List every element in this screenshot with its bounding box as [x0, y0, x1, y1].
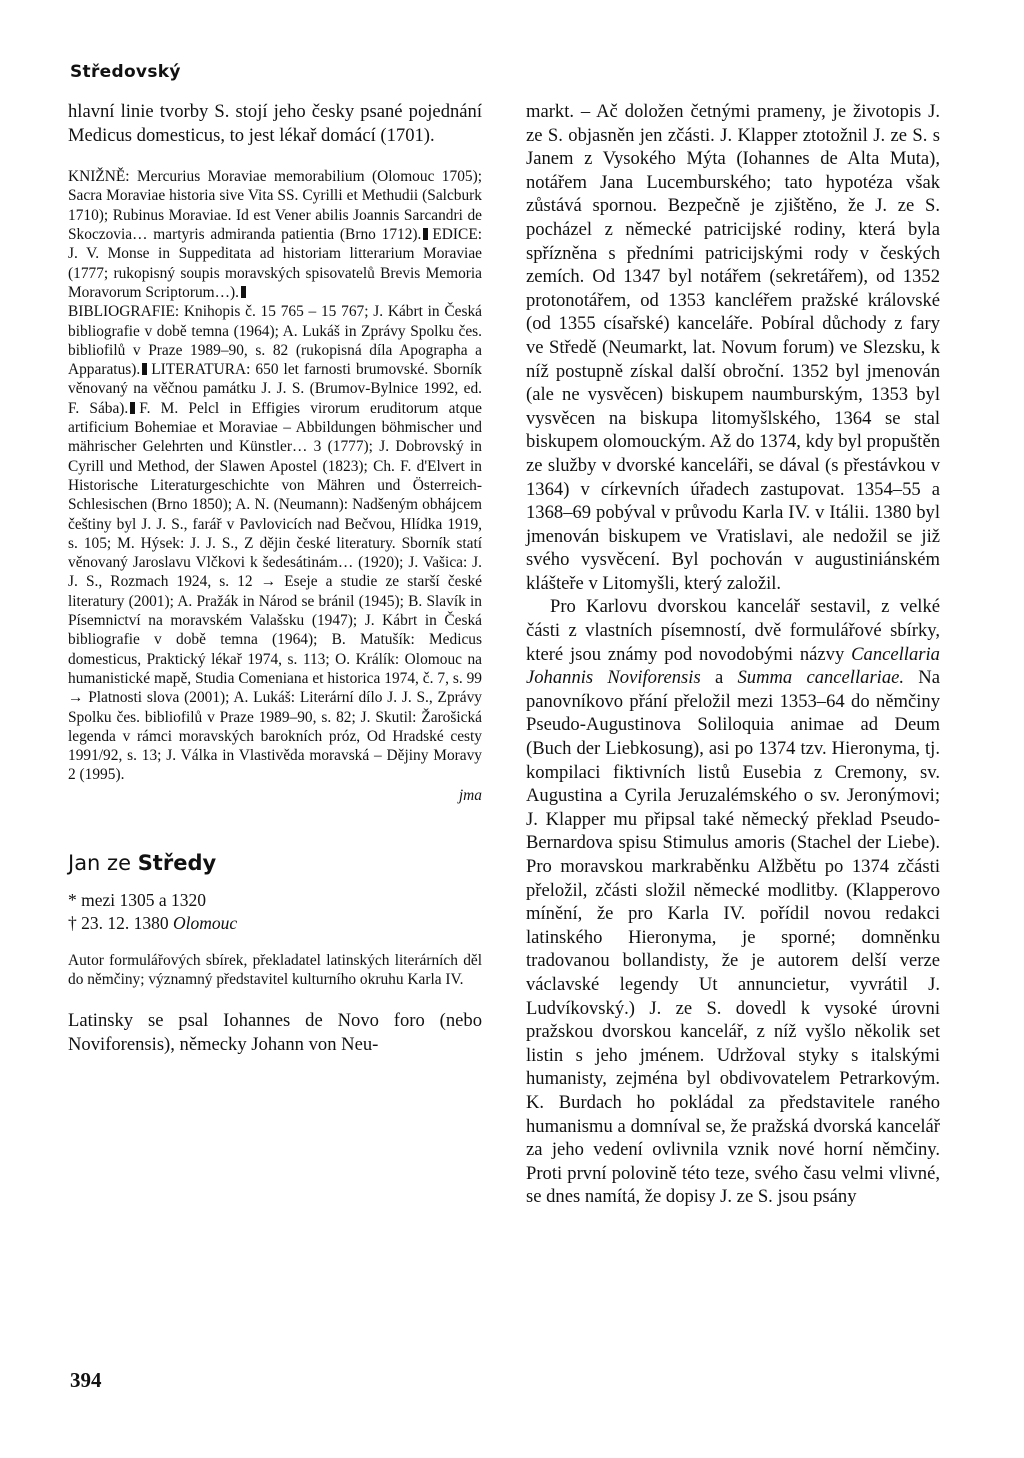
birth-date: * mezi 1305 a 1320	[68, 889, 207, 910]
entry-surname: Středy	[137, 850, 217, 875]
death-place: Olomouc	[173, 912, 238, 933]
bibliography-block	[68, 167, 482, 785]
entry-abstract: Autor formulářových sbírek, překladatel latinských literárních děl do němčiny; významný představitel kulturního okruhu Karla IV.	[68, 951, 482, 988]
section-separator-square	[241, 286, 246, 298]
right-column	[526, 100, 940, 1209]
author-signature: jma	[458, 786, 482, 804]
page-number: 394	[70, 1368, 102, 1392]
section-separator-square	[130, 402, 135, 414]
literatura-section: LITERATURA: 650 let farnosti brumovské. Sborník věnovaný na věčnou památku J. J. S. (Brumov-Bylnice 1992, ed. F. Sába).	[68, 361, 482, 417]
edice-section: EDICE: J. V. Monse in Suppeditata ad historiam litterarium Moraviae (1777; rukopisný soupis moravských spisovatelů Brevis Memoria Moravorum Scriptorum…).	[68, 226, 482, 301]
intro-paragraph: hlavní linie tvorby S. stojí jeho česky psané pojednání Medicus domesticus, to jest lékař domácí (1701).	[68, 101, 482, 146]
entry-body-start: Latinsky se psal Iohannes de Novo foro (nebo Noviforensis), německy Johann von Neu-	[68, 1010, 482, 1055]
death-date-value: † 23. 12. 1380	[68, 912, 169, 933]
entry-given-name: Jan ze	[68, 850, 131, 875]
works-intro: Pro Karlovu dvorskou kancelář sestavil, z velké části z vlastních písemností, dvě formulářové sbírky, které jsou známy pod novodobými názvy	[526, 596, 940, 665]
work-title-summa: Summa cancellariae.	[737, 667, 905, 689]
bibliografie-section: BIBLIOGRAFIE: Knihopis č. 15 765 – 15 767; J. Kábrt in Česká bibliografie v době temna (1964); A. Lukáš in Zprávy Spolku čes. bibliofilů v Praze 1989–90, s. 82 (rukopisná díla Apographa a Apparatus).	[68, 303, 482, 379]
section-separator-square	[423, 228, 428, 240]
works-continued: Na panovníkovo přání přeložil mezi 1353–64 do němčiny Pseudo-Augustinova Soliloquia animae ad Deum (Buch der Liebkosung), asi po 1374 tzv. Hieronyma, tj. kompilaci fiktivních listů Eusebia z Cremony, sv. Augustina a Cyrila Jeruzalémského o sv. Jeronýmovi; J. Klapper mu připsal také německý překlad Pseudo-Bernardova spisu Stimulus amoris (Stachel der Liebe). Pro moravskou markraběnku Alžbětu po 1374 zčásti přeložil, zčásti složil německé modlitby. (Klapperovo mínění, že pro Karla IV. pořídil novou redakci latinského Hieronyma, je sporné; domněnku tradovanou bollandisty, že je autorem delší verze václavské legendy Ut annuncietur, vyvrátil J. Ludvíkovský.) J. ze S. dovedl k vysoké úrovni pražskou dvorskou kancelář, z níž vyšlo několik set listin s jeho jménem. Udržoval styky s italskými humanisty, zejména byl obdivovatelem Petrarkovým. K. Burdach ho pokládal za představitele raného humanismu a domníval se, že pražská dvorská kancelář za jeho vedení ovlivnila vznik nové horní němčiny. Proti první polovině této teze, svého času velmi vlivné, se dnes namítá, že dopisy J. ze S. jsou psány	[526, 667, 940, 1208]
knizne-section: KNIŽNĚ: Mercurius Moraviae memorabilium (Olomouc 1705); Sacra Moraviae historia sive Vita SS. Cyrilli et Methudii (Salcburk 1710); Rubinus Moraviae. Id est Vener abilis Joannis Sarcandri de Skoczovia… martyris admiranda patientia (Brno 1712).	[68, 168, 482, 244]
work-title-cancellaria: Cancellaria Johannis Noviforensis	[526, 643, 940, 689]
works-conjunction: a	[714, 667, 724, 689]
left-column	[68, 100, 482, 1056]
death-date	[68, 912, 482, 935]
works-paragraph	[526, 595, 940, 1208]
literatura-continued: F. M. Pelcl in Effigies virorum eruditorum atque artificium Bohemiae et Moraviae – Abbildungen böhmischer und mährischer Gelehrten und Künstler… 3 (1777); J. Dobrovský in Cyrill und Method, der Slawen Apostel (1823); Ch. F. d'Elvert in Historische Literaturgeschichte von Mähren und Österreich-Schlesischen (Brno 1850); A. N. (Neumann): Nadšeným obhájcem češtiny byl J. J. S., farář v Pavlovicích nad Bečvou, Hlídka 1919, s. 105; M. Hýsek: J. J. S., Z dějin české literatury. Sborník statí věnovaný Jaroslavu Vlčkovi k šedesátinám… (1920); J. Vašica: J. J. S., Rozmach 1924, s. 12 → Eseje a studie ze starší české literatury (2001); A. Pražák in Národ se bránil (1945); B. Slavík in Písemnictví na moravském Valašsku (1947); J. Kábrt in Česká bibliografie v době temna (1964); B. Matušík: Medicus domesticus, Praktický lékař 1974, s. 113; O. Králík: Olomouc na humanistické mapě, Studia Comeniana et historica 1974, č. 7, s. 99 → Platnosti slova (2001); A. Lukáš: Literární dílo J. J. S., Zprávy Spolku čes. bibliofilů v Praze 1989–90, s. 82; J. Skutil: Žarošická legenda v rámci moravských barokních próz, Od Hradské cesty 1991/92, s. 13; J. Válka in Vlastivěda moravská – Dějiny Moravy 2 (1995).	[68, 399, 482, 784]
running-head: Středovský	[70, 62, 181, 82]
section-separator-square	[142, 363, 147, 375]
entry-heading	[68, 851, 482, 875]
biography-paragraph: markt. – Ač doložen četnými prameny, je životopis J. ze S. objasněn jen zčásti. J. Klapper ztotožnil J. ze S. s Janem z Vysokého Mýta (Iohannes de Alta Muta), notářem Jana Lucemburského; tato hypotéza však zůstává spornou. Bezpečně je zjištěno, že J. ze S. pocházel z německé patricijské rodiny, která byla spřízněna s předními patricijskými rody v českých zemích. Od 1347 byl notářem (sekretářem), od 1352 protonotářem, od 1353 kancléřem pražské královské (od 1355 císařské) kanceláře. Pobíral důchody z fary ve Středě (Neumarkt, lat. Novum forum) ve Slezsku, k níž postupně získal další obroční. 1352 byl jmenován (ale ne vysvěcen) biskupem naumburským, 1353 byl vysvěcen na biskupa litomyšlského, 1364 se stal biskupem olomouckým. Až do 1374, kdy byl propuštěn ze služby v dvorské kanceláři, se dával (s přestávkou v 1364) v církevních úřadech zastupovat. 1354–55 a 1368–69 pobýval v průvodu Karla IV. v Itálii. 1380 byl jmenován biskupem ve Vratislavi, ale nedožil se již svého vysvěcení. Byl pochován v augustiniánském klášteře v Litomyšli, který založil.	[526, 101, 940, 594]
life-dates	[68, 889, 482, 935]
